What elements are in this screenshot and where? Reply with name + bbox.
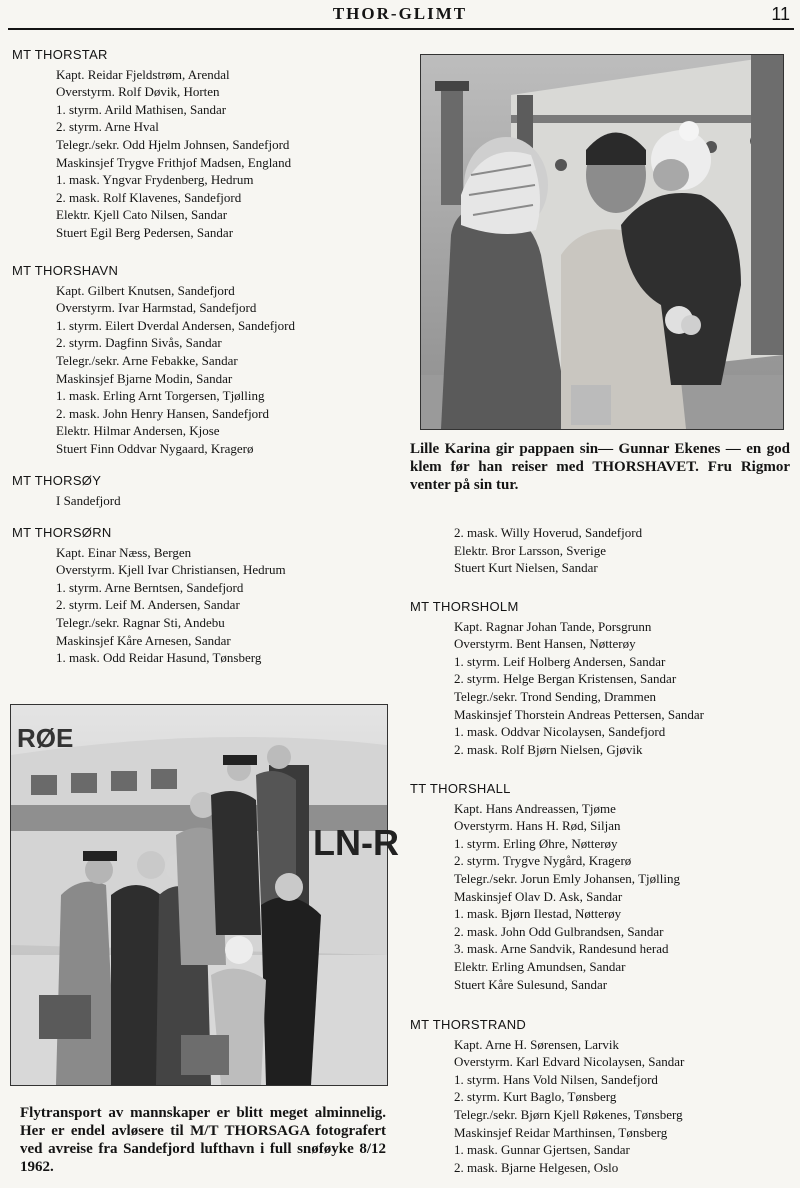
crew-line: 1. mask. Gunnar Gjertsen, Sandar xyxy=(454,1142,630,1158)
ship-name: MT THORSØRN xyxy=(12,525,112,540)
crew-line: Overstyrm. Hans H. Rød, Siljan xyxy=(454,818,621,834)
crew-line: Elektr. Kjell Cato Nilsen, Sandar xyxy=(56,207,228,223)
crew-line: 1. styrm. Leif Holberg Andersen, Sandar xyxy=(454,653,666,669)
crew-line: Overstyrm. Kjell Ivar Christiansen, Hedrum xyxy=(56,562,286,578)
crew-line: 2. mask. Bjarne Helgesen, Oslo xyxy=(454,1159,619,1175)
crew-line: Maskinsjef Olav D. Ask, Sandar xyxy=(454,888,623,904)
crew-line: Kapt. Einar Næss, Bergen xyxy=(56,544,192,560)
crew-line: Elektr. Bror Larsson, Sverige xyxy=(454,542,606,558)
crew-line: 1. styrm. Hans Vold Nilsen, Sandefjord xyxy=(454,1071,658,1087)
crew-line: Maskinsjef Thorstein Andreas Pettersen, Sandar xyxy=(454,706,704,722)
crew-line: Stuert Egil Berg Pedersen, Sandar xyxy=(56,224,234,240)
crew-line: Telegr./sekr. Jorun Emly Johansen, Tjølling xyxy=(454,870,680,886)
crew-line: 2. mask. Rolf Klavenes, Sandefjord xyxy=(56,189,242,205)
photo-farewell xyxy=(420,54,784,430)
caption-airplane: Flytransport av mannskaper er blitt meget alminnelig. Her er endel avløsere til M/T THORSAGA fotografert ved avreise fra Sandefjord lufthavn i full snøføyke 8/12 1962. xyxy=(20,1105,386,1175)
crew-line: Overstyrm. Bent Hansen, Nøtterøy xyxy=(454,636,636,652)
crew-line: Telegr./sekr. Trond Sending, Drammen xyxy=(454,688,657,704)
ship-name: MT THORSHAVN xyxy=(12,263,119,278)
plane-name-fragment: RØE xyxy=(17,723,74,753)
crew-line: Stuert Kåre Sulesund, Sandar xyxy=(454,976,608,992)
crew-line: Elektr. Hilmar Andersen, Kjose xyxy=(56,423,220,439)
crew-line: Elektr. Erling Amundsen, Sandar xyxy=(454,958,626,974)
crew-line: Telegr./sekr. Ragnar Sti, Andebu xyxy=(56,614,225,630)
magazine-title: THOR-GLIMT xyxy=(332,4,468,23)
crew-line: 2. mask. John Henry Hansen, Sandefjord xyxy=(56,405,270,421)
ship-block-thorshavn xyxy=(12,262,295,458)
crew-line: 1. mask. Odd Reidar Hasund, Tønsberg xyxy=(56,650,262,666)
crew-line: 1. styrm. Erling Øhre, Nøtterøy xyxy=(454,835,618,851)
crew-line: Maskinsjef Reidar Marthinsen, Tønsberg xyxy=(454,1124,668,1140)
crew-line: 2. styrm. Leif M. Andersen, Sandar xyxy=(56,597,240,613)
crew-line: 2. styrm. Dagfinn Sivås, Sandar xyxy=(56,335,222,351)
crew-line: 1. mask. Erling Arnt Torgersen, Tjølling xyxy=(56,388,265,404)
crew-line: Kapt. Reidar Fjeldstrøm, Arendal xyxy=(56,66,230,82)
crew-line: 1. styrm. Eilert Dverdal Andersen, Sandefjord xyxy=(56,317,295,333)
ship-block-thorshall xyxy=(410,780,680,993)
crew-line: 3. mask. Arne Sandvik, Randesund herad xyxy=(454,941,669,957)
crew-line: Maskinsjef Bjarne Modin, Sandar xyxy=(56,370,233,386)
crew-line: Overstyrm. Rolf Døvik, Horten xyxy=(56,84,220,100)
crew-line: Telegr./sekr. Arne Febakke, Sandar xyxy=(56,352,238,368)
crew-line: Maskinsjef Trygve Frithjof Madsen, England xyxy=(56,154,292,170)
crew-line: 1. mask. Yngvar Frydenberg, Hedrum xyxy=(56,172,254,188)
crew-line: 1. styrm. Arild Mathisen, Sandar xyxy=(56,101,227,117)
ship-block-thorstar xyxy=(12,46,292,242)
crew-line: 1. styrm. Arne Berntsen, Sandefjord xyxy=(56,579,244,595)
crew-line: Maskinsjef Kåre Arnesen, Sandar xyxy=(56,632,231,648)
crew-line: 2. styrm. Kurt Baglo, Tønsberg xyxy=(454,1089,617,1105)
crew-line: Kapt. Hans Andreassen, Tjøme xyxy=(454,800,616,816)
plane-registration: LN-R xyxy=(313,822,399,863)
crew-line: Overstyrm. Ivar Harmstad, Sandefjord xyxy=(56,300,257,316)
crew-line: Telegr./sekr. Odd Hjelm Johnsen, Sandefjord xyxy=(56,136,290,152)
crew-line: 2. mask. Willy Hoverud, Sandefjord xyxy=(454,525,643,540)
crew-line: I Sandefjord xyxy=(56,492,121,508)
crew-line: 2. styrm. Trygve Nygård, Kragerø xyxy=(454,853,632,869)
crew-line: 2. mask. Rolf Bjørn Nielsen, Gjøvik xyxy=(454,741,643,757)
crew-line: 2. styrm. Helge Bergan Kristensen, Sandar xyxy=(454,671,677,687)
crew-line: 2. mask. John Odd Gulbrandsen, Sandar xyxy=(454,923,664,939)
ship-block-thorsholm xyxy=(410,598,704,758)
ship-name: MT THORSTAR xyxy=(12,47,108,62)
crew-line: Stuert Kurt Nielsen, Sandar xyxy=(454,560,598,576)
crew-line: Kapt. Ragnar Johan Tande, Porsgrunn xyxy=(454,618,652,634)
ship-block-thorsorn-continued xyxy=(454,524,642,577)
crew-line: 2. styrm. Arne Hval xyxy=(56,119,159,135)
airplane-photo-illustration xyxy=(11,705,399,1085)
crew-line: Kapt. Gilbert Knutsen, Sandefjord xyxy=(56,282,235,298)
ship-block-thorsorn xyxy=(12,524,286,667)
page-number: 11 xyxy=(771,4,790,24)
ship-block-thorsoy xyxy=(12,472,121,509)
ship-name: MT THORSHOLM xyxy=(410,599,519,614)
ship-name: MT THORSØY xyxy=(12,473,102,488)
ship-name: TT THORSHALL xyxy=(410,781,511,796)
crew-line: Overstyrm. Karl Edvard Nicolaysen, Sandar xyxy=(454,1054,685,1070)
crew-line: Kapt. Arne H. Sørensen, Larvik xyxy=(454,1036,619,1052)
photo-airplane-crew xyxy=(10,704,399,1086)
crew-line: Stuert Finn Oddvar Nygaard, Kragerø xyxy=(56,440,254,456)
ship-name: MT THORSTRAND xyxy=(410,1017,527,1032)
farewell-photo-illustration xyxy=(421,55,783,429)
crew-line: 1. mask. Oddvar Nicolaysen, Sandefjord xyxy=(454,724,666,740)
crew-line: 1. mask. Bjørn Ilestad, Nøtterøy xyxy=(454,906,622,922)
crew-line: Telegr./sekr. Bjørn Kjell Røkenes, Tønsberg xyxy=(454,1106,683,1122)
ship-block-thorstrand xyxy=(410,1016,685,1176)
header-divider xyxy=(8,28,794,30)
caption-farewell: Lille Karina gir pappaen sin— Gunnar Ekenes — en god klem før han reiser med THORSHAVET. Fru Rigmor venter på sin tur. xyxy=(410,441,790,493)
